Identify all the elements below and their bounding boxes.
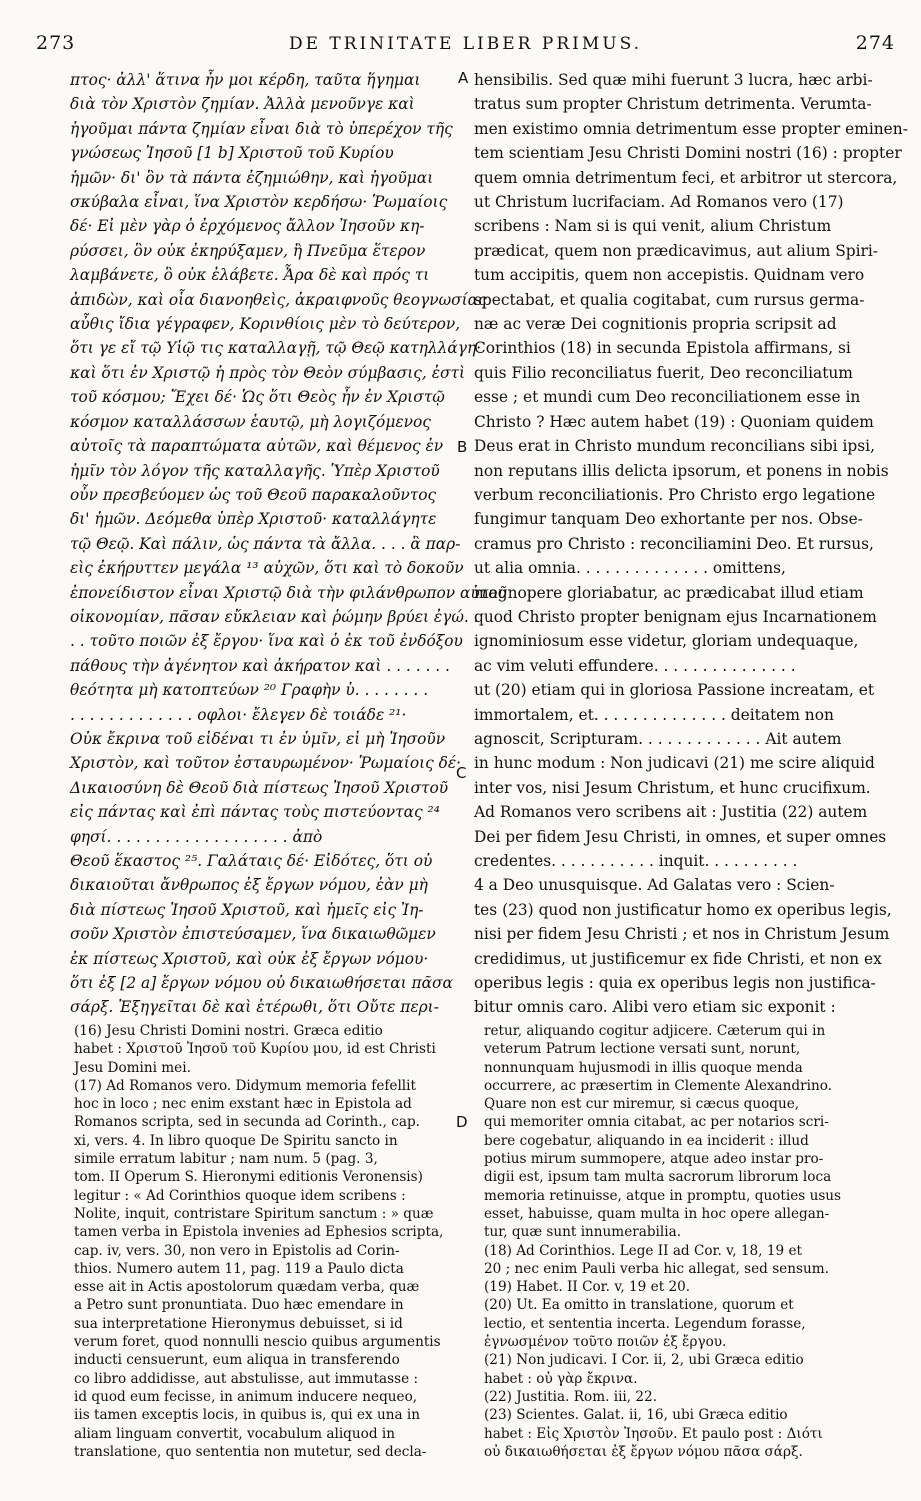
footnote-line: aliam linguam convertit, vocabulum aliquod in — [74, 1425, 395, 1442]
latin-text-line: credentes. . . . . . . . . . . inquit. . . . . . . . . . — [474, 852, 798, 870]
greek-text-line: Θεοῦ ἕκαστος ²⁵. Γαλάταις δέ· Εἰδότες, ὅτι οὐ — [70, 852, 433, 870]
latin-text-line: inter vos, nisi Jesum Christum, et hunc crucifixum. — [474, 778, 871, 797]
footnote-line: (23) Scientes. Galat. ii, 16, ubi Græca editio — [484, 1407, 788, 1424]
latin-text-line: Christo ? Hæc autem habet (19) : Quoniam quidem — [474, 412, 874, 431]
greek-text-line: . . . . . . . . . . . . . οφλοι· ἔλεγεν δὲ τοιάδε ²¹· — [70, 705, 407, 724]
greek-text-line: ἡμῖν τὸν λόγον τῆς καταλλαγῆς. Ὑπὲρ Χριστοῦ — [70, 461, 440, 480]
latin-text-line: agnoscit, Scripturam. . . . . . . . . . . . . Ait autem — [474, 729, 842, 748]
footnote-line: a Petro sunt pronuntiata. Duo hæc emendare in — [74, 1297, 404, 1314]
latin-text-line: operibus legis : quia ex operibus legis non justifica- — [474, 974, 876, 993]
greek-text-line: σκύβαλα εἶναι, ἵνα Χριστὸν κερδήσω· Ῥωμαίοις — [70, 193, 448, 212]
greek-text-line: θεότητα μὴ κατοπτεύων ²⁰ Γραφὴν ὑ. . . . . . . . — [70, 681, 429, 700]
footnote-line: (19) Habet. II Cor. v, 19 et 20. — [484, 1279, 691, 1296]
latin-text-line: quod Christo propter benignam ejus Incarnationem — [474, 607, 877, 626]
latin-text-line: scribens : Nam si is qui venit, alium Christum — [474, 217, 832, 236]
footnote-line: (20) Ut. Ea omitto in translatione, quorum et — [484, 1297, 794, 1314]
section-marker-c: C — [456, 764, 467, 782]
latin-text-line: fungimur tanquam Deo exhortante per nos. Obse- — [474, 510, 863, 529]
greek-text-line: γνώσεως Ἰησοῦ [1 b] Χριστοῦ τοῦ Κυρίου — [70, 144, 394, 163]
latin-text-line: cramus pro Christo : reconciliamini Deo. Et rursus, — [474, 534, 874, 553]
greek-text-line: οἰκονομίαν, πᾶσαν εὔκλειαν καὶ ῥώμην βρύει ἐγώ. . — [70, 607, 479, 626]
footnote-line: tamen verba in Epistola invenies ad Ephesios scripta, — [74, 1224, 444, 1241]
latin-text-line: magnopere gloriabatur, ac prædicabat illud etiam — [474, 583, 864, 602]
latin-text-line: Corinthios (18) in secunda Epistola affirmans, si — [474, 339, 851, 358]
latin-text-line: Ad Romanos vero scribens ait : Justitia (22) autem — [474, 803, 868, 822]
footnote-line: (18) Ad Corinthios. Lege II ad Cor. v, 18, 19 et — [484, 1242, 802, 1259]
latin-text-line: credidimus, ut justificemur ex fide Christi, et non ex — [474, 949, 882, 968]
footnote-line: nonnunquam hujusmodi in illis quoque menda — [484, 1059, 803, 1076]
latin-text-line: nisi per fidem Jesu Christi ; et nos in Christum Jesum — [474, 925, 890, 944]
latin-text-line: Deus erat in Christo mundum reconcilians sibi ipsi, — [474, 437, 875, 456]
latin-text-line: ut Christum lucrifaciam. Ad Romanos vero (17) — [474, 193, 844, 212]
footnote-line: id quod eum fecisse, in animum inducere nequeo, — [74, 1388, 418, 1405]
footnote-line: οὐ δικαιωθήσεται ἐξ ἔργων νόμου πᾶσα σάρξ. — [484, 1443, 803, 1460]
latin-text-line: hensibilis. Sed quæ mihi fuerunt 3 lucra, hæc arbi- — [474, 71, 873, 89]
greek-text-line: πάθους τὴν ἀγένητον καὶ ἀκήρατον καὶ . . . . . . . — [70, 656, 450, 675]
greek-text-line: ἐπονείδιστον εἶναι Χριστῷ διὰ τὴν φιλάνθρωπον αὐτοῦ — [70, 583, 507, 602]
greek-text-line: αὐτοῖς τὰ παραπτώματα αὐτῶν, καὶ θέμενος ἐν — [70, 437, 444, 456]
footnote-line: Quare non est cur miremur, si cæcus quoque, — [484, 1096, 800, 1113]
footnote-line: esse ait in Actis apostolorum quædam verba, quæ — [74, 1279, 420, 1296]
greek-text-line: ὅτι γε εἴ τῷ Υἱῷ τις καταλλαγῇ, τῷ Θεῷ κατηλλάγη· — [70, 339, 482, 358]
footnote-line: potius mirum summopere, atque adeo instar pro- — [484, 1151, 824, 1168]
footnote-line: Nolite, inquit, contristare Spiritum sanctum : » quæ — [74, 1205, 434, 1222]
footnote-line: occurrere, ac præsertim in Clemente Alexandrino. — [484, 1077, 832, 1094]
footnote-line: digii est, ipsum tam multa sacrorum librorum loca — [484, 1169, 832, 1186]
footnote-line: memoria retinuisse, atque in promptu, quoties usus — [484, 1187, 842, 1204]
footnote-line: verum foret, quod nonnulli nescio quibus argumentis — [74, 1334, 441, 1351]
greek-text-line: . . τοῦτο ποιῶν ἐξ ἔργου· ἵνα καὶ ὁ ἐκ τοῦ ἐνδόξου — [70, 632, 463, 651]
greek-text-line: ὅτι ἐξ [2 a] ἔργων νόμου οὐ δικαιωθήσεται πᾶσα — [70, 974, 453, 993]
footnote-line: sua interpretatione Hieronymus debuisset, si id — [74, 1315, 403, 1332]
footnote-line: xi, vers. 4. In libro quoque De Spiritu sancto in — [74, 1132, 398, 1149]
greek-text-column — [70, 68, 507, 1020]
footnote-line: (22) Justitia. Rom. iii, 22. — [484, 1388, 658, 1405]
latin-text-line: tem scientiam Jesu Christi Domini nostri (16) : propter — [474, 144, 902, 163]
greek-text-line: ἡγοῦμαι πάντα ζημίαν εἶναι διὰ τὸ ὑπερέχον τῆς — [70, 119, 453, 138]
footnotes-right-column — [484, 1022, 894, 1461]
latin-text-line: in hunc modum : Non judicavi (21) me scire aliquid — [474, 754, 875, 773]
greek-text-line: τῷ Θεῷ. Καὶ πάλιν, ὡς πάντα τὰ ἄλλα. . . . ἃ παρ- — [70, 534, 461, 553]
latin-text-line: ignominiosum esse videtur, gloriam undequaque, — [474, 632, 859, 651]
footnote-line: co libro addidisse, aut abstulisse, aut immutasse : — [74, 1370, 419, 1387]
greek-text-line: σοῦν Χριστὸν ἐπιστεύσαμεν, ἵνα δικαιωθῶμεν — [70, 925, 436, 944]
footnote-line: lectio, et sententia incerta. Legendum forasse, — [484, 1315, 806, 1332]
latin-text-line: non reputans illis delicta ipsorum, et ponens in nobis — [474, 461, 889, 480]
greek-text-line: οὖν πρεσβεύομεν ὡς τοῦ Θεοῦ παρακαλοῦντος — [70, 485, 437, 504]
greek-text-line: Δικαιοσύνη δὲ Θεοῦ διὰ πίστεως Ἰησοῦ Χριστοῦ — [70, 778, 449, 797]
greek-text-line: αὖθις ἴδια γέγραφεν, Κορινθίοις μὲν τὸ δεύτερον, — [70, 315, 461, 334]
page-number-right: 274 — [855, 32, 895, 54]
latin-text-line: immortalem, et. . . . . . . . . . . . . . deitatem non — [474, 705, 834, 724]
footnote-line: (17) Ad Romanos vero. Didymum memoria fefellit — [74, 1077, 416, 1094]
latin-text-line: tratus sum propter Christum detrimenta. Verumta- — [474, 95, 872, 114]
footnote-line: thios. Numero autem 11, pag. 119 a Paulo dicta — [74, 1260, 404, 1277]
footnote-line: retur, aliquando cogitur adjicere. Cæterum qui in — [484, 1023, 826, 1039]
footnote-line: veterum Patrum lectione versati sunt, norunt, — [484, 1041, 801, 1058]
footnote-line: 20 ; nec enim Pauli verba hic allegat, sed sensum. — [484, 1260, 829, 1277]
greek-text-line: δικαιοῦται ἄνθρωπος ἐξ ἔργων νόμου, ἐὰν μὴ — [70, 876, 428, 895]
latin-text-line: prædicat, quem non prædicavimus, aut alium Spiri- — [474, 241, 878, 260]
footnote-line: (16) Jesu Christi Domini nostri. Græca editio — [74, 1023, 383, 1039]
footnote-line: iis tamen exceptis locis, in quibus is, qui ex una in — [74, 1407, 421, 1424]
running-title: DE TRINITATE LIBER PRIMUS. — [288, 34, 643, 54]
latin-text-line: bitur omnis caro. Alibi vero etiam sic exponit : — [474, 998, 836, 1017]
greek-text-line: ἐκ πίστεως Χριστοῦ, καὶ οὐκ ἐξ ἔργων νόμου· — [70, 949, 429, 968]
greek-text-line: Χριστὸν, καὶ τοῦτον ἐσταυρωμένον· Ῥωμαίοις δέ· — [70, 754, 462, 773]
footnote-line: translatione, quo sententia non mutetur, sed decla- — [74, 1443, 427, 1460]
footnote-line: ἐγνωσμένον τοῦτο ποιῶν ἐξ ἔργου. — [484, 1334, 727, 1351]
footnote-line: qui memoriter omnia citabat, ac per notarios scri- — [484, 1114, 829, 1131]
footnote-line: habet : οὐ γὰρ ἔκρινα. — [484, 1370, 638, 1387]
latin-text-line: quis Filio reconciliatus fuerit, Deo reconciliatum — [474, 363, 853, 382]
latin-text-line: ac vim veluti effundere. . . . . . . . . . . . . . . — [474, 656, 796, 675]
footnote-line: esset, habuisse, quam multa in hoc opere allegan- — [484, 1205, 830, 1222]
footnote-line: cap. iv, vers. 30, non vero in Epistolis ad Corin- — [74, 1242, 400, 1259]
greek-text-line: Οὐκ ἔκρινα τοῦ εἰδέναι τι ἐν ὑμῖν, εἰ μὴ Ἰησοῦν — [70, 729, 446, 748]
greek-text-line: διὰ τὸν Χριστὸν ζημίαν. Ἀλλὰ μενοῦνγε καὶ — [70, 95, 415, 114]
latin-text-line: Dei per fidem Jesu Christi, in omnes, et super omnes — [474, 827, 887, 846]
greek-text-line: τοῦ κόσμου; Ἔχει δέ· Ὡς ὅτι Θεὸς ἦν ἐν Χριστῷ — [70, 388, 445, 407]
greek-text-line: ρύσσει, ὃν οὐκ ἐκηρύξαμεν, ἢ Πνεῦμα ἕτερον — [70, 241, 426, 260]
footnote-line: legitur : « Ad Corinthios quoque idem scribens : — [74, 1187, 406, 1204]
latin-text-line: 4 a Deo unusquisque. Ad Galatas vero : Scien- — [474, 876, 835, 895]
greek-text-line: φησί. . . . . . . . . . . . . . . . . . . ἀπὸ — [70, 827, 323, 846]
footnote-line: bere cogebatur, aliquando in ea inciderit : illud — [484, 1132, 809, 1149]
greek-text-line: καὶ ὅτι ἐν Χριστῷ ἡ πρὸς τὸν Θεὸν σύμβασις, ἐστὶ — [70, 363, 466, 382]
greek-text-line: δέ· Εἰ μὲν γὰρ ὁ ἐρχόμενος ἄλλον Ἰησοῦν κη- — [70, 217, 425, 236]
latin-text-line: tes (23) quod non justificatur homo ex operibus legis, — [474, 900, 892, 919]
greek-text-line: διὰ πίστεως Ἰησοῦ Χριστοῦ, καὶ ἡμεῖς εἰς Ἰη- — [70, 900, 424, 919]
latin-text-line: esse ; et mundi cum Deo reconciliationem esse in — [474, 388, 861, 407]
latin-text-line: men existimo omnia detrimentum esse propter eminen- — [474, 119, 908, 138]
greek-text-line: εἰς πάντας καὶ ἐπὶ πάντας τοὺς πιστεύοντας ²⁴ — [70, 803, 440, 822]
footnote-line: hoc in loco ; nec enim exstant hæc in Epistola ad — [74, 1096, 412, 1113]
footnote-line: (21) Non judicavi. I Cor. ii, 2, ubi Græca editio — [484, 1352, 804, 1369]
greek-text-line: σάρξ. Ἐξηγεῖται δὲ καὶ ἑτέρωθι, ὅτι Οὔτε περι- — [70, 998, 439, 1017]
footnote-line: Jesu Domini mei. — [74, 1059, 191, 1076]
latin-text-line: quem omnia detrimentum feci, et arbitror ut stercora, — [474, 168, 898, 187]
latin-text-line: tum accipitis, quem non accepistis. Quidnam vero — [474, 266, 865, 285]
footnote-line: habet : Χριστοῦ Ἰησοῦ τοῦ Κυρίου μου, id est Christi — [74, 1041, 436, 1058]
greek-text-line: λαμβάνετε, ὃ οὐκ ἐλάβετε. Ἆρα δὲ καὶ πρός τι — [70, 266, 430, 285]
section-marker-d: D — [456, 1113, 468, 1131]
latin-text-line: ut alia omnia. . . . . . . . . . . . . . omittens, — [474, 559, 786, 578]
footnote-line: tom. II Operum S. Hieronymi editionis Veronensis) — [74, 1169, 423, 1186]
latin-text-line: verbum reconciliationis. Pro Christo ergo legatione — [474, 485, 876, 504]
section-marker-a: A — [458, 69, 469, 87]
footnote-line: Romanos scripta, sed in secunda ad Corinth., cap. — [74, 1114, 420, 1131]
footnotes-left-column — [74, 1022, 452, 1461]
section-marker-b: B — [457, 438, 468, 456]
greek-text-line: κόσμον καταλλάσσων ἑαυτῷ, μὴ λογιζόμενος — [70, 412, 431, 431]
latin-text-line: næ ac veræ Dei cognitionis propria scripsit ad — [474, 315, 837, 334]
footnote-line: habet : Εἰς Χριστὸν Ἰησοῦν. Et paulo post : Διότι — [484, 1425, 823, 1442]
footnote-line: simile erratum labitur ; nam num. 5 (pag. 3, — [74, 1151, 378, 1168]
latin-text-line: ut (20) etiam qui in gloriosa Passione increatam, et — [474, 681, 875, 700]
running-header — [36, 32, 895, 56]
footnote-line: tur, quæ sunt innumerabilia. — [484, 1224, 682, 1241]
latin-text-line: spectabat, et qualia cogitabat, cum rursus germa- — [474, 290, 865, 309]
greek-text-line: ἀπιδὼν, καὶ οἷα διανοηθεὶς, ἀκραιφνοῦς θεογνωσίας — [70, 290, 487, 309]
greek-text-line: δι' ἡμῶν. Δεόμεθα ὑπὲρ Χριστοῦ· καταλλάγητε — [70, 510, 437, 529]
page-number-left: 273 — [36, 32, 76, 54]
greek-text-line: πτος· ἀλλ' ἅτινα ἦν μοι κέρδη, ταῦτα ἥγημαι — [70, 71, 421, 89]
greek-text-line: εὶς ἐκήρυττεν μεγάλα ¹³ αὐχῶν, ὅτι καὶ τὸ δοκοῦν — [70, 559, 464, 578]
footnote-line: inducti censuerunt, eum aliqua in transferendo — [74, 1352, 400, 1369]
greek-text-line: ἡμῶν· δι' ὃν τὰ πάντα ἐζημιώθην, καὶ ἡγοῦμαι — [70, 168, 434, 187]
latin-text-column — [474, 68, 908, 1020]
